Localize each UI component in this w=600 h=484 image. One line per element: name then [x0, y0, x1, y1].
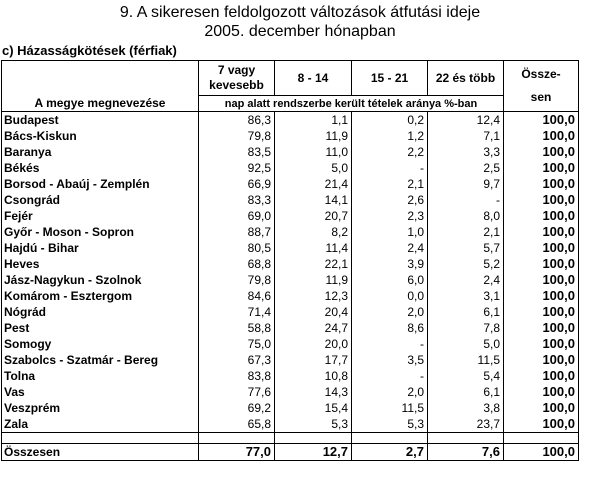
county-name: Komárom - Esztergom	[2, 288, 199, 304]
county-name: Nógrád	[2, 304, 199, 320]
spacer-cell	[199, 433, 275, 444]
table-row	[2, 128, 579, 144]
value-7-or-less: 67,3	[199, 352, 275, 368]
header-unit: nap alatt rendszerbe került tételek aránya %-ban	[199, 96, 504, 112]
county-name: Fejér	[2, 208, 199, 224]
table-row	[2, 192, 579, 208]
value-7-or-less: 66,9	[199, 176, 275, 192]
county-name: Jász-Nagykun - Szolnok	[2, 272, 199, 288]
spacer-cell	[275, 433, 352, 444]
value-22-plus: 3,8	[428, 400, 504, 416]
value-15-21: 2,1	[352, 176, 428, 192]
value-15-21: 1,2	[352, 128, 428, 144]
header-col1-line2: kevesebb	[209, 78, 264, 92]
value-total: 100,0	[504, 176, 579, 192]
value-7-or-less: 83,3	[199, 192, 275, 208]
value-8-14: 21,4	[275, 176, 352, 192]
county-name: Pest	[2, 320, 199, 336]
value-total: 100,0	[504, 384, 579, 400]
county-name: Zala	[2, 416, 199, 433]
header-col3: 15 - 21	[352, 61, 428, 96]
value-22-plus: 3,1	[428, 288, 504, 304]
value-8-14: 14,3	[275, 384, 352, 400]
table-row	[2, 336, 579, 352]
summary-value: 77,0	[199, 444, 275, 461]
county-name: Hajdú - Bihar	[2, 240, 199, 256]
value-15-21: 2,3	[352, 208, 428, 224]
value-15-21: 2,0	[352, 384, 428, 400]
value-8-14: 17,7	[275, 352, 352, 368]
table-row	[2, 224, 579, 240]
table-row	[2, 352, 579, 368]
table-row	[2, 240, 579, 256]
value-total: 100,0	[504, 288, 579, 304]
county-name: Vas	[2, 384, 199, 400]
value-22-plus: 3,3	[428, 144, 504, 160]
value-7-or-less: 83,8	[199, 368, 275, 384]
value-total: 100,0	[504, 272, 579, 288]
header-total	[504, 61, 579, 112]
table-row	[2, 208, 579, 224]
table-row	[2, 272, 579, 288]
value-total: 100,0	[504, 160, 579, 176]
data-table	[1, 60, 579, 461]
value-15-21: 0,2	[352, 112, 428, 129]
value-total: 100,0	[504, 192, 579, 208]
value-7-or-less: 86,3	[199, 112, 275, 129]
value-7-or-less: 58,8	[199, 320, 275, 336]
value-total: 100,0	[504, 112, 579, 129]
value-total: 100,0	[504, 320, 579, 336]
value-22-plus: -	[428, 192, 504, 208]
value-8-14: 11,0	[275, 144, 352, 160]
value-22-plus: 2,5	[428, 160, 504, 176]
spacer-cell	[504, 433, 579, 444]
value-7-or-less: 79,8	[199, 272, 275, 288]
value-22-plus: 23,7	[428, 416, 504, 433]
value-8-14: 22,1	[275, 256, 352, 272]
value-15-21: 3,9	[352, 256, 428, 272]
spacer-cell	[428, 433, 504, 444]
value-total: 100,0	[504, 208, 579, 224]
summary-row	[2, 444, 579, 461]
value-7-or-less: 68,8	[199, 256, 275, 272]
value-total: 100,0	[504, 144, 579, 160]
value-total: 100,0	[504, 256, 579, 272]
value-15-21: 11,5	[352, 400, 428, 416]
header-total-line2: sen	[530, 90, 552, 104]
header-col1	[199, 61, 275, 96]
value-8-14: 5,0	[275, 160, 352, 176]
county-name: Somogy	[2, 336, 199, 352]
table-row	[2, 400, 579, 416]
value-7-or-less: 75,0	[199, 336, 275, 352]
table-row	[2, 160, 579, 176]
value-7-or-less: 92,5	[199, 160, 275, 176]
county-name: Csongrád	[2, 192, 199, 208]
value-8-14: 11,9	[275, 272, 352, 288]
header-col2: 8 - 14	[275, 61, 352, 96]
value-15-21: 1,0	[352, 224, 428, 240]
value-total: 100,0	[504, 224, 579, 240]
value-8-14: 8,2	[275, 224, 352, 240]
value-22-plus: 9,7	[428, 176, 504, 192]
value-22-plus: 2,4	[428, 272, 504, 288]
header-county: A megye megnevezése	[2, 61, 199, 112]
table-row	[2, 288, 579, 304]
value-15-21: -	[352, 368, 428, 384]
value-total: 100,0	[504, 240, 579, 256]
value-7-or-less: 71,4	[199, 304, 275, 320]
value-15-21: 0,0	[352, 288, 428, 304]
table-row	[2, 176, 579, 192]
value-7-or-less: 69,0	[199, 208, 275, 224]
county-name: Budapest	[2, 112, 199, 129]
header-row-1	[2, 61, 579, 96]
value-15-21: -	[352, 160, 428, 176]
value-7-or-less: 84,6	[199, 288, 275, 304]
table-row	[2, 144, 579, 160]
county-name: Baranya	[2, 144, 199, 160]
value-22-plus: 11,5	[428, 352, 504, 368]
value-total: 100,0	[504, 336, 579, 352]
header-col1-line1: 7 vagy	[217, 63, 256, 77]
value-8-14: 1,1	[275, 112, 352, 129]
value-8-14: 15,4	[275, 400, 352, 416]
value-total: 100,0	[504, 304, 579, 320]
value-15-21: 5,3	[352, 416, 428, 433]
summary-name: Összesen	[2, 444, 199, 461]
value-8-14: 20,7	[275, 208, 352, 224]
summary-value: 2,7	[352, 444, 428, 461]
value-7-or-less: 69,2	[199, 400, 275, 416]
value-22-plus: 6,1	[428, 384, 504, 400]
title-line-2: 2005. december hónapban	[204, 23, 396, 40]
value-15-21: 3,5	[352, 352, 428, 368]
value-7-or-less: 77,6	[199, 384, 275, 400]
value-22-plus: 5,7	[428, 240, 504, 256]
value-22-plus: 5,4	[428, 368, 504, 384]
value-8-14: 5,3	[275, 416, 352, 433]
value-8-14: 20,4	[275, 304, 352, 320]
value-15-21: 2,6	[352, 192, 428, 208]
spacer-cell	[352, 433, 428, 444]
value-15-21: 2,2	[352, 144, 428, 160]
summary-value: 7,6	[428, 444, 504, 461]
value-15-21: 6,0	[352, 272, 428, 288]
value-22-plus: 2,1	[428, 224, 504, 240]
value-15-21: 2,4	[352, 240, 428, 256]
value-7-or-less: 83,5	[199, 144, 275, 160]
value-8-14: 12,3	[275, 288, 352, 304]
county-name: Győr - Moson - Sopron	[2, 224, 199, 240]
value-total: 100,0	[504, 400, 579, 416]
title-line-1: 9. A sikeresen feldolgozott változások átfutási ideje	[119, 4, 481, 21]
county-name: Bács-Kiskun	[2, 128, 199, 144]
value-8-14: 20,0	[275, 336, 352, 352]
value-8-14: 24,7	[275, 320, 352, 336]
county-name: Veszprém	[2, 400, 199, 416]
table-row	[2, 112, 579, 129]
value-total: 100,0	[504, 416, 579, 433]
value-8-14: 10,8	[275, 368, 352, 384]
value-8-14: 11,4	[275, 240, 352, 256]
table-row	[2, 256, 579, 272]
value-15-21: 8,6	[352, 320, 428, 336]
value-22-plus: 8,0	[428, 208, 504, 224]
value-total: 100,0	[504, 368, 579, 384]
value-22-plus: 7,8	[428, 320, 504, 336]
value-22-plus: 7,1	[428, 128, 504, 144]
county-name: Békés	[2, 160, 199, 176]
value-7-or-less: 80,5	[199, 240, 275, 256]
subtitle: c) Házasságkötések (férfiak)	[2, 43, 177, 58]
table-row	[2, 304, 579, 320]
table-row	[2, 368, 579, 384]
header-col4: 22 és több	[428, 61, 504, 96]
value-total: 100,0	[504, 128, 579, 144]
value-7-or-less: 88,7	[199, 224, 275, 240]
table-row	[2, 384, 579, 400]
summary-total: 100,0	[504, 444, 579, 461]
value-22-plus: 5,0	[428, 336, 504, 352]
value-22-plus: 5,2	[428, 256, 504, 272]
summary-value: 12,7	[275, 444, 352, 461]
county-name: Borsod - Abaúj - Zemplén	[2, 176, 199, 192]
county-name: Tolna	[2, 368, 199, 384]
spacer-row	[2, 433, 579, 444]
value-15-21: -	[352, 336, 428, 352]
county-name: Heves	[2, 256, 199, 272]
table-row	[2, 320, 579, 336]
value-total: 100,0	[504, 352, 579, 368]
value-7-or-less: 65,8	[199, 416, 275, 433]
value-8-14: 11,9	[275, 128, 352, 144]
value-8-14: 14,1	[275, 192, 352, 208]
header-total-line1: Össze-	[521, 67, 561, 81]
value-15-21: 2,0	[352, 304, 428, 320]
value-7-or-less: 79,8	[199, 128, 275, 144]
table-row	[2, 416, 579, 433]
spacer-cell	[2, 433, 199, 444]
county-name: Szabolcs - Szatmár - Bereg	[2, 352, 199, 368]
value-22-plus: 6,1	[428, 304, 504, 320]
value-22-plus: 12,4	[428, 112, 504, 129]
